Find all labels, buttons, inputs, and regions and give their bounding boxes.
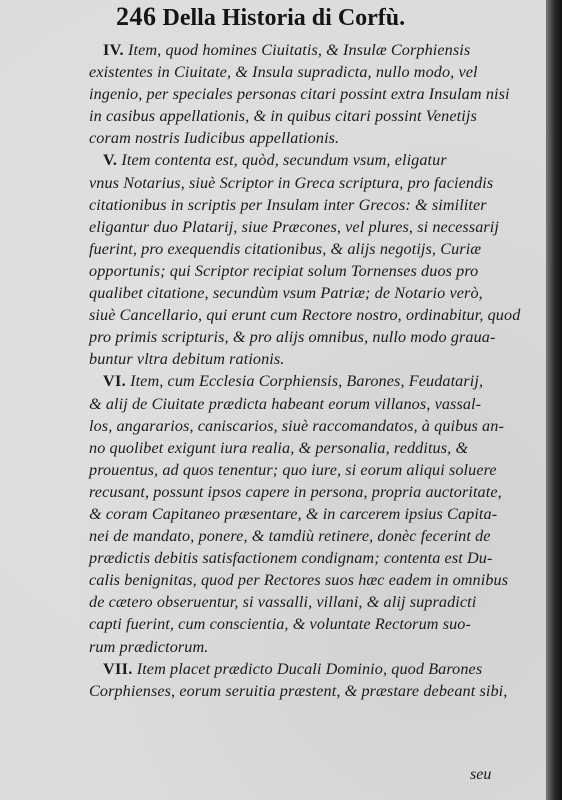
line-text: recusant, possunt ipsos capere in persona, propria auctoritate, — [89, 482, 502, 501]
line-text: existentes in Ciuitate, & Insula supradicta, nullo modo, vel — [89, 63, 478, 82]
text-line — [89, 348, 529, 370]
article-number: VI. — [103, 372, 126, 391]
book-gutter-shadow — [546, 0, 562, 800]
paragraph — [89, 658, 529, 702]
text-line — [89, 680, 529, 702]
text-line — [89, 304, 529, 326]
catchword: seu — [470, 766, 492, 783]
text-line — [89, 282, 529, 304]
text-line — [89, 39, 529, 61]
text-line — [89, 636, 529, 658]
line-text: prouentus, ad quos tenentur; quo iure, si eorum aliqui soluere — [89, 460, 497, 479]
text-line — [89, 459, 529, 481]
text-line — [89, 194, 529, 216]
line-text: Item, cum Ecclesia Corphiensis, Barones, Feudatarij, — [130, 372, 484, 391]
line-text: in casibus appellationis, & in quibus citari possint Venetijs — [89, 107, 477, 126]
text-line — [89, 481, 529, 503]
line-text: capti fuerint, cum conscientia, & voluntate Rectorum suo- — [89, 615, 471, 634]
text-line — [89, 437, 529, 459]
text-line — [89, 525, 529, 547]
line-text: no quolibet exigunt iura realia, & personalia, redditus, & — [89, 438, 469, 457]
article-number: IV. — [103, 41, 124, 59]
page-header — [116, 2, 405, 32]
line-text: eligantur duo Platarij, siue Præcones, vel plures, si necessarij — [89, 217, 499, 236]
running-title: Della Historia di Corfù. — [162, 5, 406, 31]
text-line — [89, 127, 529, 149]
text-line — [89, 503, 529, 525]
text-line — [89, 613, 529, 635]
line-text: vnus Notarius, siuè Scriptor in Greca scriptura, pro faciendis — [89, 173, 494, 192]
text-line — [89, 172, 529, 194]
line-text: coram nostris Iudicibus appellationis. — [89, 129, 340, 148]
line-text: calis benignitas, quod per Rectores suos hæc eadem in omnibus — [89, 571, 509, 590]
paragraph — [89, 39, 529, 149]
article-number: V. — [103, 151, 118, 170]
text-line — [89, 415, 529, 437]
text-line — [89, 326, 529, 348]
page-number: 246 — [116, 2, 157, 31]
line-text: & alij de Ciuitate prædicta habeant eorum villanos, vassal- — [89, 394, 482, 413]
text-line — [89, 238, 529, 260]
line-text: los, angararios, caniscarios, siuè raccomandatos, à quibus an- — [89, 416, 504, 435]
line-text: de cætero obseruentur, si vassalli, villani, & alij supradicti — [89, 593, 477, 612]
line-text: ingenio, per speciales personas citari possint extra Insulam nisi — [89, 85, 510, 104]
text-line — [89, 260, 529, 282]
text-line — [89, 393, 529, 415]
line-text: prædictis debitis satisfactionem condignam; contenta est Du- — [89, 549, 493, 568]
text-line — [89, 591, 529, 613]
line-text: nei de mandato, ponere, & tamdiù retinere, donèc fecerint de — [89, 527, 491, 546]
text-line — [89, 61, 529, 83]
text-line — [89, 83, 529, 105]
line-text: Item, quod homines Ciuitatis, & Insulæ Corphiensis — [128, 41, 471, 59]
line-text: & coram Capitaneo præsentare, & in carcerem ipsius Capita- — [89, 504, 498, 523]
text-line — [89, 658, 529, 680]
line-text: buntur vltra debitum rationis. — [89, 350, 285, 369]
text-line — [89, 370, 529, 392]
line-text: fuerint, pro exequendis citationibus, & alijs negotijs, Curiæ — [89, 239, 482, 258]
text-line — [89, 149, 529, 171]
paragraph — [89, 149, 529, 370]
line-text: siuè Cancellario, qui erunt cum Rectore nostro, ordinabitur, quod — [89, 306, 521, 325]
body-text — [89, 39, 529, 702]
article-number: VII. — [103, 659, 133, 678]
line-text: Item placet prædicto Ducali Dominio, quod Barones — [136, 659, 483, 678]
paragraph — [89, 370, 529, 657]
line-text: citationibus in scriptis per Insulam inter Grecos: & similiter — [89, 195, 487, 214]
text-line — [89, 569, 529, 591]
text-line — [89, 547, 529, 569]
text-line — [89, 216, 529, 238]
line-text: qualibet citatione, secundùm vsum Patriæ; de Notario verò, — [89, 284, 483, 303]
line-text: pro primis scripturis, & pro alijs omnibus, nullo modo graua- — [89, 328, 496, 347]
line-text: opportunis; qui Scriptor recipiat solum Tornenses duos pro — [89, 261, 479, 280]
line-text: rum prædictorum. — [89, 637, 209, 656]
text-line — [89, 105, 529, 127]
line-text: Corphienses, eorum seruitia præstent, & præstare debeant sibi, — [89, 681, 508, 700]
line-text: Item contenta est, quòd, secundum vsum, eligatur — [121, 151, 447, 170]
